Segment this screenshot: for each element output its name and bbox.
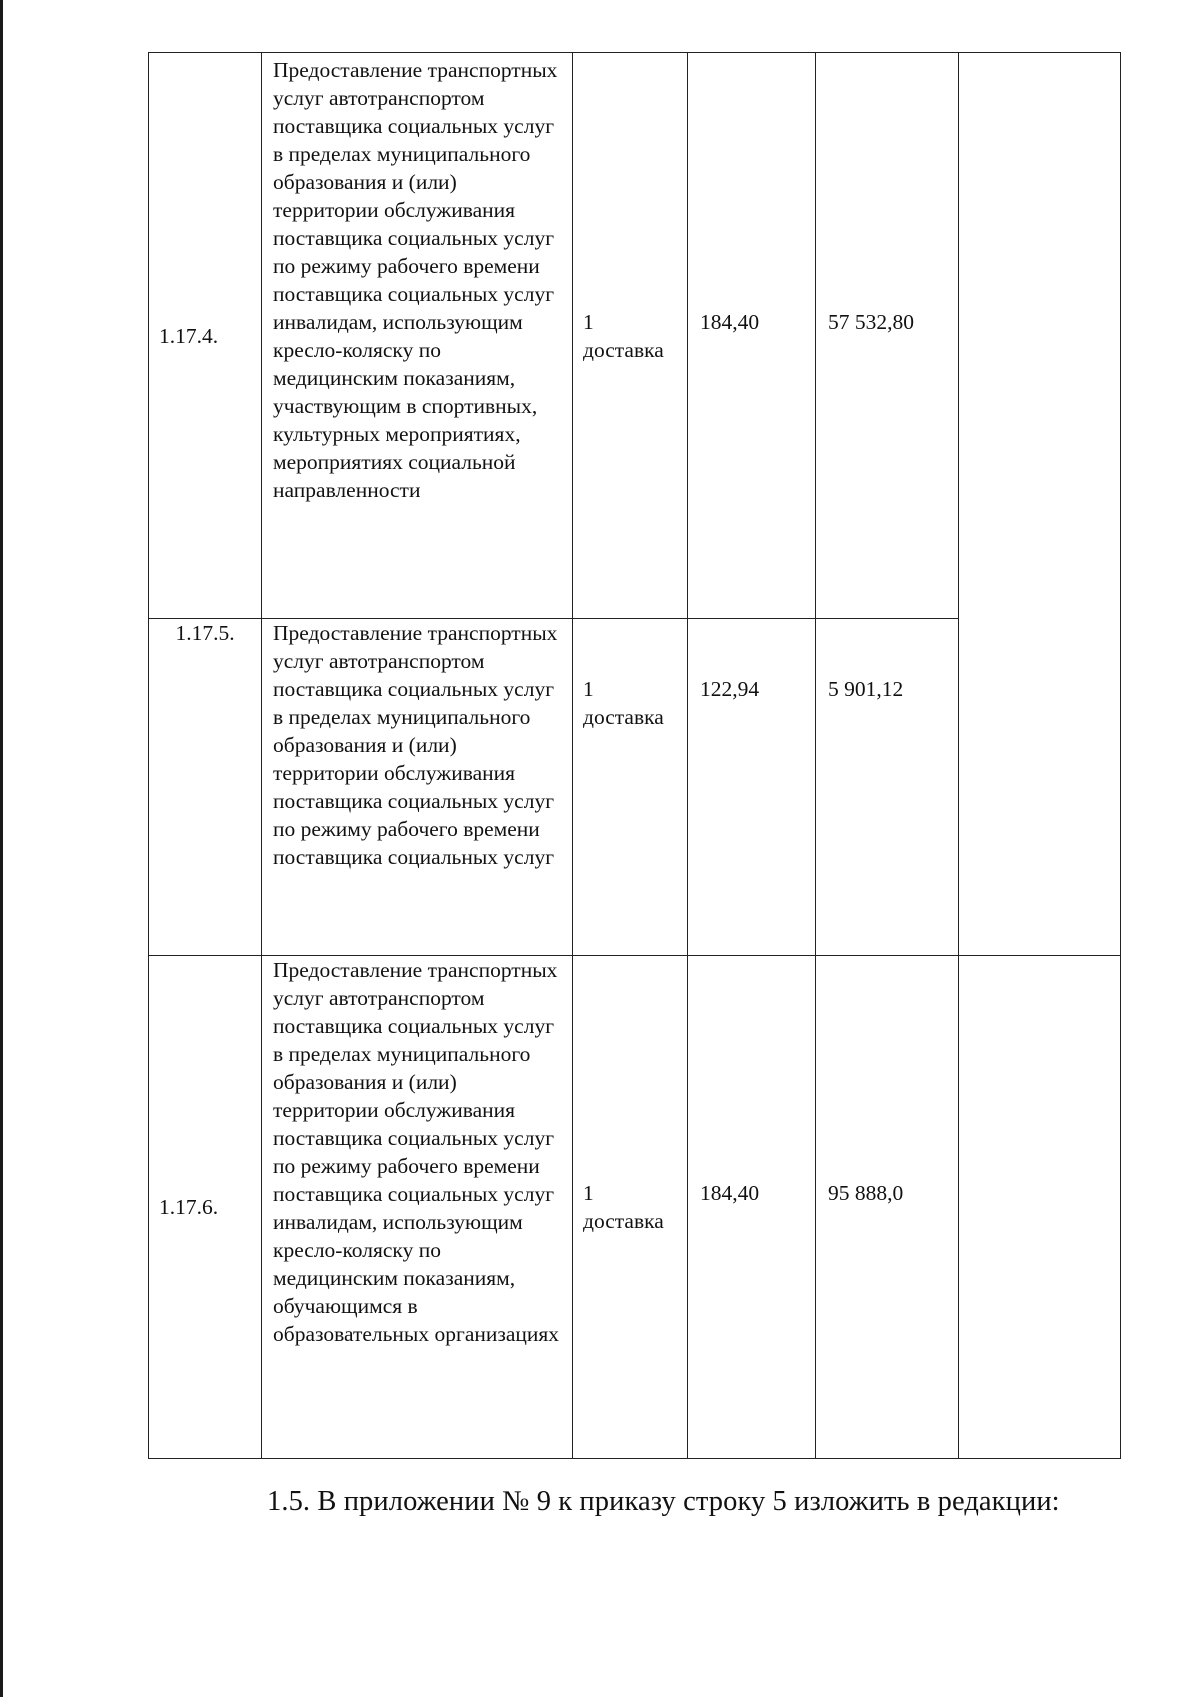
row-number-cell (149, 619, 262, 956)
price-cell (688, 956, 816, 1459)
total-value: 95 888,0 (828, 1181, 904, 1205)
row-number-cell (149, 53, 262, 619)
price-cell (688, 53, 816, 619)
tariff-table (148, 52, 1121, 1459)
service-name-cell (262, 956, 573, 1459)
closing-paragraph: 1.5. В приложении № 9 к приказу строку 5 изложить в редакции: (267, 1486, 1060, 1517)
price-value: 184,40 (700, 309, 760, 334)
row-number: 1.17.6. (159, 1195, 219, 1219)
row-number-cell (149, 956, 262, 1459)
service-name: Предоставление транспортных услуг автотранспортом поставщика социальных услуг в пределах муниципального образования и (или) территории обслуживания поставщика социальных услуг по режиму рабочего времени поставщика социальных услуг инвалидам, использующим кресло-коляску по медицинским показаниям, обучающимся в образовательных организациях (273, 958, 560, 1346)
service-name: Предоставление транспортных услуг автотранспортом поставщика социальных услуг в пределах муниципального образования и (или) территории обслуживания поставщика социальных услуг по режиму рабочего времени поставщика социальных услуг инвалидам, использующим кресло-коляску по медицинским показаниям, участвующим в спортивных, культурных мероприятиях, мероприятиях социальной направленности (273, 58, 558, 502)
row-number: 1.17.5. (175, 621, 235, 645)
total-cell (816, 619, 959, 956)
service-name-cell (262, 53, 573, 619)
total-cell (816, 956, 959, 1459)
row-number: 1.17.4. (159, 323, 219, 348)
unit-qty: 1 (583, 677, 594, 701)
table-row (149, 956, 1121, 1459)
table-row (149, 53, 1121, 619)
total-value: 5 901,12 (828, 677, 904, 701)
unit-label: доставка (583, 1209, 664, 1233)
price-cell (688, 619, 816, 956)
unit-qty: 1 (583, 309, 594, 334)
service-name: Предоставление транспортных услуг автотранспортом поставщика социальных услуг в пределах муниципального образования и (или) территории обслуживания поставщика социальных услуг по режиму рабочего времени поставщика социальных услуг (273, 621, 558, 869)
service-name-cell (262, 619, 573, 956)
unit-cell (573, 956, 688, 1459)
empty-cell (959, 53, 1121, 956)
total-value: 57 532,80 (828, 309, 914, 334)
price-value: 184,40 (700, 1181, 760, 1205)
unit-cell (573, 619, 688, 956)
total-cell (816, 53, 959, 619)
unit-label: доставка (583, 337, 664, 362)
unit-cell (573, 53, 688, 619)
unit-qty: 1 (583, 1181, 594, 1205)
unit-label: доставка (583, 705, 664, 729)
empty-cell (959, 956, 1121, 1459)
price-value: 122,94 (700, 677, 760, 701)
scan-edge-line (0, 0, 3, 1697)
